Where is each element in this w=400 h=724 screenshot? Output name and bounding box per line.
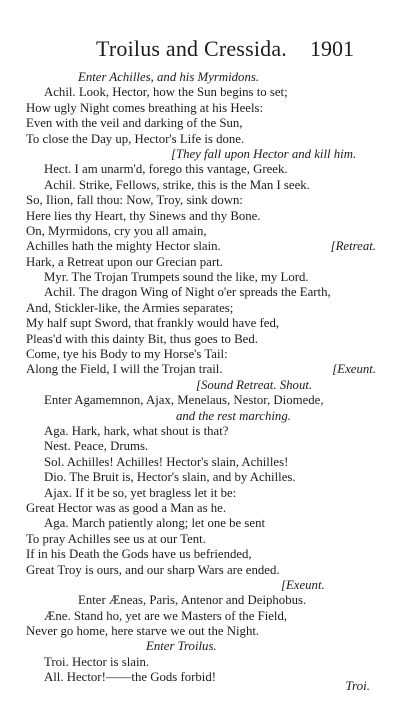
stage-direction: [Sound Retreat. Shout. [196, 377, 313, 392]
stage-direction: Enter Agamemnon, Ajax, Menelaus, Nestor, Diomede, [44, 393, 324, 408]
speech-line: Come, tye his Body to my Horse's Tail: [26, 347, 228, 362]
speech-line: Sol. Achilles! Achilles! Hector's slain, Achilles! [44, 454, 289, 469]
stage-direction-exeunt: [Exeunt. [332, 362, 376, 377]
speech-line: Aga. Hark, hark, what shout is that? [44, 423, 229, 438]
speech-line: To pray Achilles see us at our Tent. [26, 531, 206, 546]
speech-line [26, 239, 376, 254]
speech-line: Achil. Strike, Fellows, strike, this is the Man I seek. [44, 177, 310, 192]
speech-line: To close the Day up, Hector's Life is done. [26, 131, 245, 146]
speech-line: Great Hector was as good a Man as he. [26, 500, 227, 515]
speech-line: Great Troy is ours, and our sharp Wars are ended. [26, 562, 280, 577]
speech-line: Æne. Stand ho, yet are we Masters of the Field, [44, 608, 288, 623]
stage-direction: and the rest marching. [176, 408, 291, 423]
stage-direction-retreat: [Retreat. [330, 239, 376, 254]
speech-line: Nest. Peace, Drums. [44, 439, 149, 454]
speech-line: And, Stickler-like, the Armies separates; [26, 300, 234, 315]
speech-line: Hect. I am unarm'd, forego this vantage, Greek. [44, 162, 288, 177]
speech-line: If in his Death the Gods have us befriended, [26, 547, 252, 562]
speech-line: Ajax. If it be so, yet bragless let it be: [44, 485, 237, 500]
speech-line: Aga. March patiently along; let one be sent [44, 516, 266, 531]
speech-line: Here lies thy Heart, thy Sinews and thy Bone. [26, 208, 261, 223]
speech-line: Myr. The Trojan Trumpets sound the like, my Lord. [44, 270, 309, 285]
speech-text: Along the Field, I will the Trojan trail. [26, 362, 223, 377]
page-number: 1901 [310, 36, 354, 61]
page-header [0, 36, 400, 66]
speech-line: On, Myrmidons, cry you all amain, [26, 223, 207, 238]
speech-line: Achil. The dragon Wing of Night o'er spreads the Earth, [44, 285, 331, 300]
speech-line: Achil. Look, Hector, how the Sun begins to set; [44, 85, 288, 100]
speech-line: So, Ilion, fall thou: Now, Troy, sink down: [26, 193, 243, 208]
speech-line [26, 362, 376, 377]
speech-line: Troi. Hector is slain. [44, 654, 150, 669]
speech-line: All. Hector!——the Gods forbid! [44, 670, 217, 685]
speech-line: Dio. The Bruit is, Hector's slain, and by Achilles. [44, 470, 296, 485]
speech-line: Never go home, here starve we out the Night. [26, 624, 260, 639]
stage-direction: [They fall upon Hector and kill him. [171, 146, 357, 161]
speech-line: Pleas'd with this dainty Bit, thus goes to Bed. [26, 331, 258, 346]
speech-line: My half supt Sword, that frankly would have fed, [26, 316, 280, 331]
catchword: Troi. [345, 678, 370, 693]
stage-direction: Enter Achilles, and his Myrmidons. [78, 70, 260, 84]
speech-line: Even with the veil and darking of the Sun, [26, 116, 243, 131]
stage-direction: Enter Troilus. [146, 639, 217, 654]
play-text [26, 70, 376, 686]
stage-direction: Enter Æneas, Paris, Antenor and Deiphobus. [78, 593, 307, 608]
speech-line: Hark, a Retreat upon our Grecian part. [26, 254, 223, 269]
running-title: Troilus and Cressida. [96, 36, 288, 61]
speech-line: How ugly Night comes breathing at his Heels: [26, 100, 264, 115]
speech-text: Achilles hath the mighty Hector slain. [26, 239, 221, 254]
stage-direction: [Exeunt. [281, 577, 325, 592]
